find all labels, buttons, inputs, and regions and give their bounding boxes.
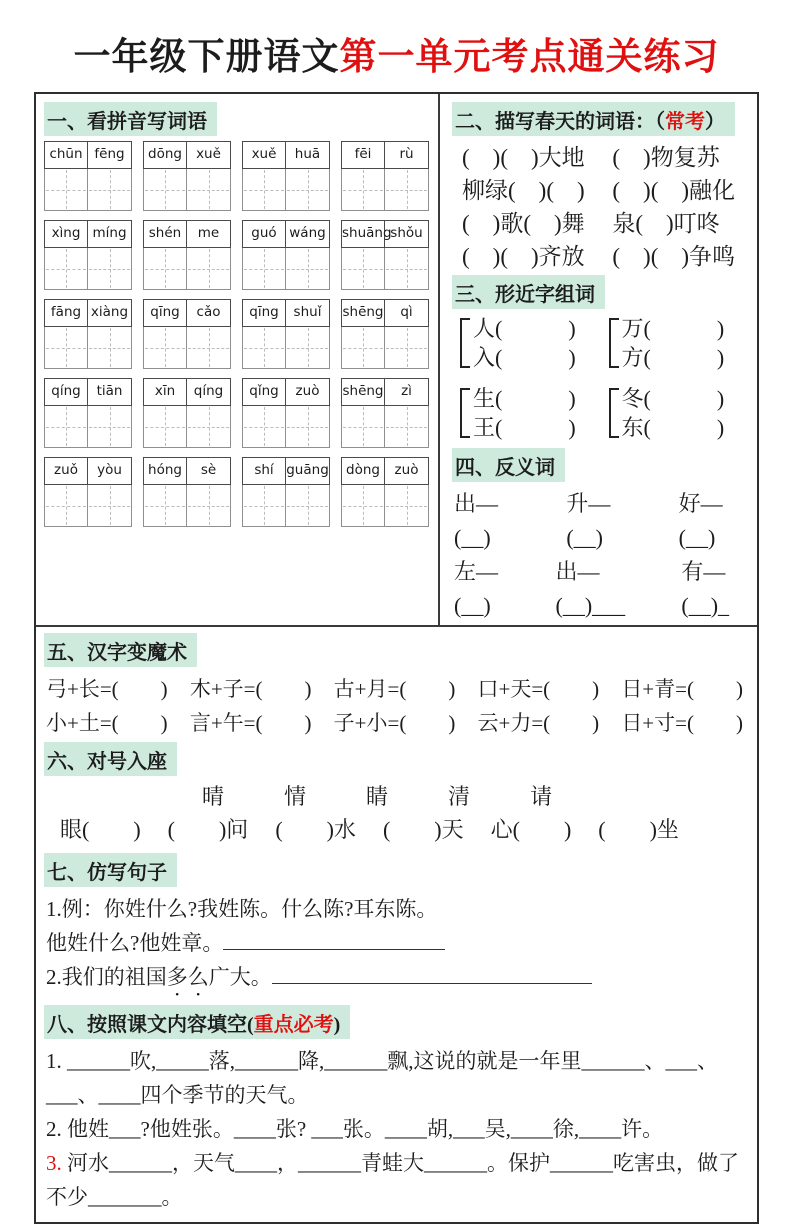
- spring-words-row: [452, 240, 749, 273]
- section-4-header: 四、反义词: [452, 448, 565, 482]
- char-magic-item: 日+青=( ): [621, 677, 743, 701]
- pinyin-syllables: [44, 378, 132, 406]
- spring-words-list: [452, 141, 749, 273]
- pinyin-syllable: rù: [399, 146, 414, 162]
- tianzige-cell[interactable]: [385, 485, 428, 526]
- tianzige-cell[interactable]: [286, 327, 329, 368]
- pinyin-syllable: qīng: [243, 300, 286, 326]
- tianzige-cell[interactable]: [385, 406, 428, 447]
- pinyin-syllables: [143, 141, 231, 169]
- pinyin-syllable: shuāng: [342, 221, 385, 247]
- antonym-item: 出—(__)___: [555, 559, 626, 618]
- tianzige-cell[interactable]: [88, 248, 131, 289]
- spring-word-left: ( )( )大地: [462, 145, 585, 170]
- section-1-header-row: [44, 102, 431, 136]
- pinyin-word-group: [242, 457, 330, 527]
- tianzige-cell[interactable]: [342, 485, 385, 526]
- pinyin-syllable: sè: [200, 462, 217, 478]
- pinyin-syllable: fēng: [94, 146, 125, 162]
- pinyin-grid: [44, 141, 431, 527]
- cloze-text: 他姓___?他姓张。____张? ___张。____胡,___吴,____徐,____许。: [67, 1117, 664, 1141]
- section-8-header-row: [44, 1005, 747, 1039]
- tianzige-cell[interactable]: [88, 327, 131, 368]
- pinyin-word-group: [143, 299, 231, 369]
- tianzige-cell[interactable]: [144, 485, 187, 526]
- pinyin-syllable: xiàng: [90, 304, 129, 320]
- tianzige-cell[interactable]: [342, 327, 385, 368]
- tianzige-cell[interactable]: [45, 485, 88, 526]
- fill-slot: ( )天: [382, 817, 464, 842]
- confusable-pair: [601, 314, 750, 372]
- pinyin-syllables: [341, 220, 429, 248]
- pair-word-bottom: 方( ): [621, 345, 725, 370]
- tianzige-cell[interactable]: [286, 169, 329, 210]
- sentence-blank-2: [44, 960, 747, 1001]
- sentence-2-emphasized: 多么: [166, 965, 209, 989]
- pair-words: [622, 314, 725, 372]
- pair-word-bottom: 王( ): [473, 415, 576, 440]
- bracket-icon: [609, 388, 619, 438]
- writing-grid: [242, 485, 330, 527]
- writing-grid: [143, 327, 231, 369]
- answer-line: [272, 962, 592, 984]
- pinyin-syllable: qíng: [193, 383, 224, 399]
- writing-grid: [341, 485, 429, 527]
- writing-grid: [341, 406, 429, 448]
- pinyin-syllables: [242, 141, 330, 169]
- section-3-header: 三、形近字组词: [452, 275, 605, 309]
- section-2-header: [452, 102, 735, 136]
- writing-grid: [341, 169, 429, 211]
- pinyin-word-group: [242, 378, 330, 448]
- pinyin-syllable: shēng: [342, 300, 385, 326]
- tianzige-cell[interactable]: [286, 248, 329, 289]
- cloze-text: 河水______，天气____，______青蛙大______。保护______吃害虫，做了: [67, 1151, 739, 1175]
- antonym-item: 升—(__): [566, 491, 611, 550]
- char-magic-row: [44, 706, 747, 740]
- pair-word-top: 生( ): [473, 386, 576, 411]
- pinyin-word-group: [143, 378, 231, 448]
- page-title: [0, 26, 793, 80]
- pinyin-syllables: [242, 220, 330, 248]
- pinyin-syllable: zì: [401, 383, 412, 399]
- tianzige-cell[interactable]: [187, 248, 230, 289]
- sentence-1-text: 他姓什么?他姓章。: [46, 931, 224, 955]
- spring-word-right: ( )( )融化: [612, 178, 736, 203]
- section-4-header-row: [452, 448, 749, 482]
- bracket-icon: [460, 318, 470, 368]
- cloze-line: [44, 1146, 747, 1180]
- pinyin-syllable: qīng: [144, 300, 187, 326]
- tianzige-cell[interactable]: [243, 169, 286, 210]
- pinyin-syllables: [242, 378, 330, 406]
- pinyin-syllables: [143, 378, 231, 406]
- antonym-row: [452, 487, 749, 555]
- pinyin-syllable: zuò: [394, 462, 419, 478]
- character-magic-list: [44, 672, 747, 740]
- tianzige-cell[interactable]: [243, 485, 286, 526]
- pinyin-syllable: shuǐ: [293, 304, 322, 320]
- bracket-icon: [609, 318, 619, 368]
- tianzige-cell[interactable]: [385, 248, 428, 289]
- pinyin-syllable: yòu: [97, 462, 122, 478]
- sentence-2-pre: 2.我们的祖国: [46, 965, 167, 989]
- pinyin-row: [44, 141, 431, 211]
- tianzige-cell[interactable]: [286, 406, 329, 447]
- spring-word-left: ( )( )齐放: [462, 244, 585, 269]
- fill-slots-row: [44, 813, 747, 847]
- pinyin-syllables: [44, 141, 132, 169]
- pair-words: [622, 384, 725, 442]
- tianzige-cell[interactable]: [144, 169, 187, 210]
- spring-word-right: ( )( )争鸣: [612, 244, 736, 269]
- spring-words-row: [452, 207, 749, 240]
- tianzige-cell[interactable]: [385, 169, 428, 210]
- pinyin-word-group: [44, 299, 132, 369]
- pinyin-syllables: [44, 220, 132, 248]
- tianzige-cell[interactable]: [187, 485, 230, 526]
- bracket-icon: [460, 388, 470, 438]
- pinyin-row: [44, 299, 431, 369]
- right-column: [440, 94, 757, 625]
- pinyin-syllable: xìng: [45, 221, 88, 247]
- section-3-header-row: [452, 275, 749, 309]
- pinyin-word-group: [44, 220, 132, 290]
- pinyin-syllables: [143, 299, 231, 327]
- worksheet-box: [34, 92, 759, 1224]
- tianzige-cell[interactable]: [45, 248, 88, 289]
- tianzige-cell[interactable]: [187, 327, 230, 368]
- spring-words-row: [452, 174, 749, 207]
- section-6-header: 六、对号入座: [44, 742, 177, 776]
- pinyin-syllable: cǎo: [196, 304, 221, 320]
- answer-line: [223, 928, 445, 950]
- confusable-pair: [601, 384, 750, 442]
- cloze-items: [44, 1044, 747, 1214]
- pinyin-syllables: [143, 220, 231, 248]
- pinyin-word-group: [44, 457, 132, 527]
- tianzige-cell[interactable]: [342, 406, 385, 447]
- spring-word-left: 柳绿( )( ): [462, 178, 585, 203]
- pinyin-syllable: fāng: [45, 300, 88, 326]
- pinyin-syllable: guāng: [286, 462, 329, 478]
- char-magic-item: 云+力=( ): [477, 711, 600, 735]
- tianzige-cell[interactable]: [243, 327, 286, 368]
- writing-grid: [44, 327, 132, 369]
- tianzige-cell[interactable]: [187, 169, 230, 210]
- antonym-item: 有—(__)_: [681, 559, 730, 618]
- tianzige-cell[interactable]: [342, 248, 385, 289]
- pinyin-syllable: me: [197, 225, 220, 241]
- title-course: 一年级下册语文: [73, 37, 340, 78]
- section-2-header-pre: 二、描写春天的词语：（: [455, 111, 665, 133]
- cloze-line: [44, 1112, 747, 1146]
- title-unit: 第一单元考点通关练习: [339, 37, 720, 78]
- fill-slot: 心( ): [490, 817, 572, 842]
- pinyin-syllable: chūn: [45, 142, 88, 168]
- candidate-character: 请: [530, 784, 553, 809]
- cloze-item-number: 1.: [46, 1049, 62, 1073]
- char-magic-item: 小+土=( ): [46, 711, 168, 735]
- spring-word-left: ( )歌( )舞: [462, 211, 585, 236]
- tianzige-cell[interactable]: [144, 406, 187, 447]
- pinyin-syllable: qíng: [45, 379, 88, 405]
- char-magic-item: 日+寸=( ): [621, 711, 743, 735]
- candidate-character: 晴: [202, 784, 225, 809]
- pinyin-word-group: [341, 299, 429, 369]
- antonym-item: 好—(__): [678, 491, 723, 550]
- writing-grid: [341, 327, 429, 369]
- section-8-header-post: ): [333, 1014, 341, 1036]
- writing-grid: [242, 248, 330, 290]
- section-1-header: 一、看拼音写词语: [44, 102, 217, 136]
- section-2-header-tag: 常考: [665, 111, 705, 133]
- pair-word-bottom: 入( ): [473, 345, 576, 370]
- section-8-header-pre: 八、按照课文内容填空(: [47, 1014, 254, 1036]
- pair-words: [473, 314, 576, 372]
- pinyin-word-group: [143, 141, 231, 211]
- pinyin-word-group: [242, 220, 330, 290]
- pinyin-syllable: xuě: [196, 146, 221, 162]
- tianzige-cell[interactable]: [286, 485, 329, 526]
- char-magic-item: 弓+长=( ): [46, 677, 168, 701]
- pinyin-syllable: qì: [400, 304, 413, 320]
- tianzige-cell[interactable]: [144, 248, 187, 289]
- pinyin-word-group: [341, 220, 429, 290]
- example-sentence: 1.例：你姓什么?我姓陈。什么陈?耳东陈。: [46, 897, 438, 921]
- candidate-character: 清: [448, 784, 471, 809]
- writing-grid: [44, 406, 132, 448]
- pinyin-word-group: [341, 141, 429, 211]
- candidate-characters-row: [44, 781, 747, 813]
- cloze-line: [44, 1078, 747, 1112]
- pinyin-syllable: tiān: [96, 383, 123, 399]
- pinyin-syllables: [242, 457, 330, 485]
- pinyin-syllables: [143, 457, 231, 485]
- tianzige-cell[interactable]: [88, 169, 131, 210]
- pinyin-word-group: [143, 457, 231, 527]
- char-magic-row: [44, 672, 747, 706]
- section-6-header-row: [44, 742, 747, 776]
- pinyin-syllable: fēi: [342, 142, 385, 168]
- writing-grid: [44, 248, 132, 290]
- writing-grid: [242, 327, 330, 369]
- writing-grid: [143, 406, 231, 448]
- cloze-line: [44, 1044, 747, 1078]
- pinyin-word-group: [341, 378, 429, 448]
- cloze-line: [44, 1180, 747, 1214]
- pair-word-top: 万( ): [621, 316, 725, 341]
- writing-grid: [242, 406, 330, 448]
- pinyin-syllables: [341, 378, 429, 406]
- tianzige-cell[interactable]: [243, 406, 286, 447]
- writing-grid: [143, 169, 231, 211]
- pinyin-syllable: shí: [243, 458, 286, 484]
- fill-slot: ( )问: [167, 817, 249, 842]
- tianzige-cell[interactable]: [243, 248, 286, 289]
- writing-grid: [242, 169, 330, 211]
- pinyin-row: [44, 220, 431, 290]
- tianzige-cell[interactable]: [88, 485, 131, 526]
- pinyin-word-group: [44, 378, 132, 448]
- section-1-pinyin: [36, 94, 440, 625]
- antonym-item: 出—(__): [454, 491, 499, 550]
- section-8-header-tag: 重点必考: [253, 1014, 334, 1036]
- char-magic-item: 言+午=( ): [189, 711, 312, 735]
- tianzige-cell[interactable]: [45, 327, 88, 368]
- tianzige-cell[interactable]: [187, 406, 230, 447]
- spring-word-right: ( )物复苏: [612, 145, 720, 170]
- pair-word-top: 人( ): [473, 316, 576, 341]
- pinyin-word-group: [44, 141, 132, 211]
- section-8-header: [44, 1005, 350, 1039]
- candidate-character: 情: [284, 784, 307, 809]
- cloze-item-number: 3.: [46, 1151, 62, 1175]
- pinyin-word-group: [143, 220, 231, 290]
- pinyin-syllable: qǐng: [243, 379, 286, 405]
- spring-words-row: [452, 141, 749, 174]
- pinyin-syllable: huā: [294, 146, 321, 162]
- tianzige-cell[interactable]: [45, 406, 88, 447]
- writing-grid: [143, 248, 231, 290]
- pinyin-syllable: dòng: [342, 458, 385, 484]
- pinyin-syllable: míng: [92, 225, 127, 241]
- pinyin-word-group: [341, 457, 429, 527]
- pinyin-syllable: shén: [144, 221, 187, 247]
- pair-word-bottom: 东( ): [621, 415, 725, 440]
- section-2-header-post: ）: [705, 111, 725, 133]
- tianzige-cell[interactable]: [385, 327, 428, 368]
- pinyin-row: [44, 457, 431, 527]
- antonyms-list: [452, 487, 749, 623]
- tianzige-cell[interactable]: [342, 169, 385, 210]
- antonym-item: 左—(__): [454, 559, 499, 618]
- pinyin-syllable: wáng: [289, 225, 326, 241]
- fill-slot: ( )坐: [598, 817, 679, 842]
- char-magic-item: 古+月=( ): [333, 677, 456, 701]
- pinyin-syllables: [341, 141, 429, 169]
- confusable-pair: [452, 314, 601, 372]
- pinyin-syllable: xuě: [243, 142, 286, 168]
- pinyin-syllable: shēng: [342, 379, 385, 405]
- spring-word-right: 泉( )叮咚: [612, 211, 720, 236]
- confusable-pairs-grid: [452, 314, 749, 442]
- section-7-header-row: [44, 853, 747, 887]
- sentence-2-post: 广大。: [208, 965, 272, 989]
- antonym-row: [452, 555, 749, 623]
- section-5-header-row: [44, 633, 747, 667]
- pinyin-syllables: [341, 457, 429, 485]
- pinyin-syllable: shǒu: [390, 225, 423, 241]
- char-magic-item: 木+子=( ): [189, 677, 312, 701]
- pair-words: [473, 384, 576, 442]
- pair-word-top: 冬( ): [621, 386, 725, 411]
- fill-slot: ( )水: [275, 817, 356, 842]
- writing-grid: [44, 485, 132, 527]
- fill-slot: 眼( ): [60, 817, 141, 842]
- tianzige-cell[interactable]: [88, 406, 131, 447]
- tianzige-cell[interactable]: [45, 169, 88, 210]
- candidate-character: 睛: [366, 784, 389, 809]
- pinyin-syllable: zuǒ: [45, 458, 88, 484]
- tianzige-cell[interactable]: [144, 327, 187, 368]
- sentence-blank-1: [44, 926, 747, 960]
- pinyin-syllables: [242, 299, 330, 327]
- writing-grid: [341, 248, 429, 290]
- section-2-header-row: [452, 102, 749, 136]
- writing-grid: [143, 485, 231, 527]
- cloze-text: 不少_______。: [46, 1185, 183, 1209]
- char-magic-item: 口+天=( ): [477, 677, 600, 701]
- pinyin-syllable: hóng: [144, 458, 187, 484]
- pinyin-syllables: [44, 457, 132, 485]
- worksheet-page: [0, 26, 793, 1224]
- section-7-header: 七、仿写句子: [44, 853, 177, 887]
- top-two-column-area: [36, 94, 757, 627]
- pinyin-syllables: [341, 299, 429, 327]
- confusable-pair: [452, 384, 601, 442]
- pinyin-word-group: [242, 299, 330, 369]
- pinyin-syllable: xīn: [144, 379, 187, 405]
- cloze-text: ______吹,_____落,______降,______飘,这说的就是一年里______、___、: [67, 1049, 718, 1073]
- char-magic-item: 子+小=( ): [333, 711, 456, 735]
- pinyin-row: [44, 378, 431, 448]
- pinyin-syllable: zuò: [295, 383, 320, 399]
- pinyin-syllable: guó: [243, 221, 286, 247]
- pinyin-syllable: dōng: [144, 142, 187, 168]
- cloze-item-number: 2.: [46, 1117, 62, 1141]
- section-5-header: 五、汉字变魔术: [44, 633, 197, 667]
- cloze-text: ___、____四个季节的天气。: [46, 1083, 309, 1107]
- bottom-full-width-area: [36, 627, 757, 1222]
- writing-grid: [44, 169, 132, 211]
- pinyin-word-group: [242, 141, 330, 211]
- pinyin-syllables: [44, 299, 132, 327]
